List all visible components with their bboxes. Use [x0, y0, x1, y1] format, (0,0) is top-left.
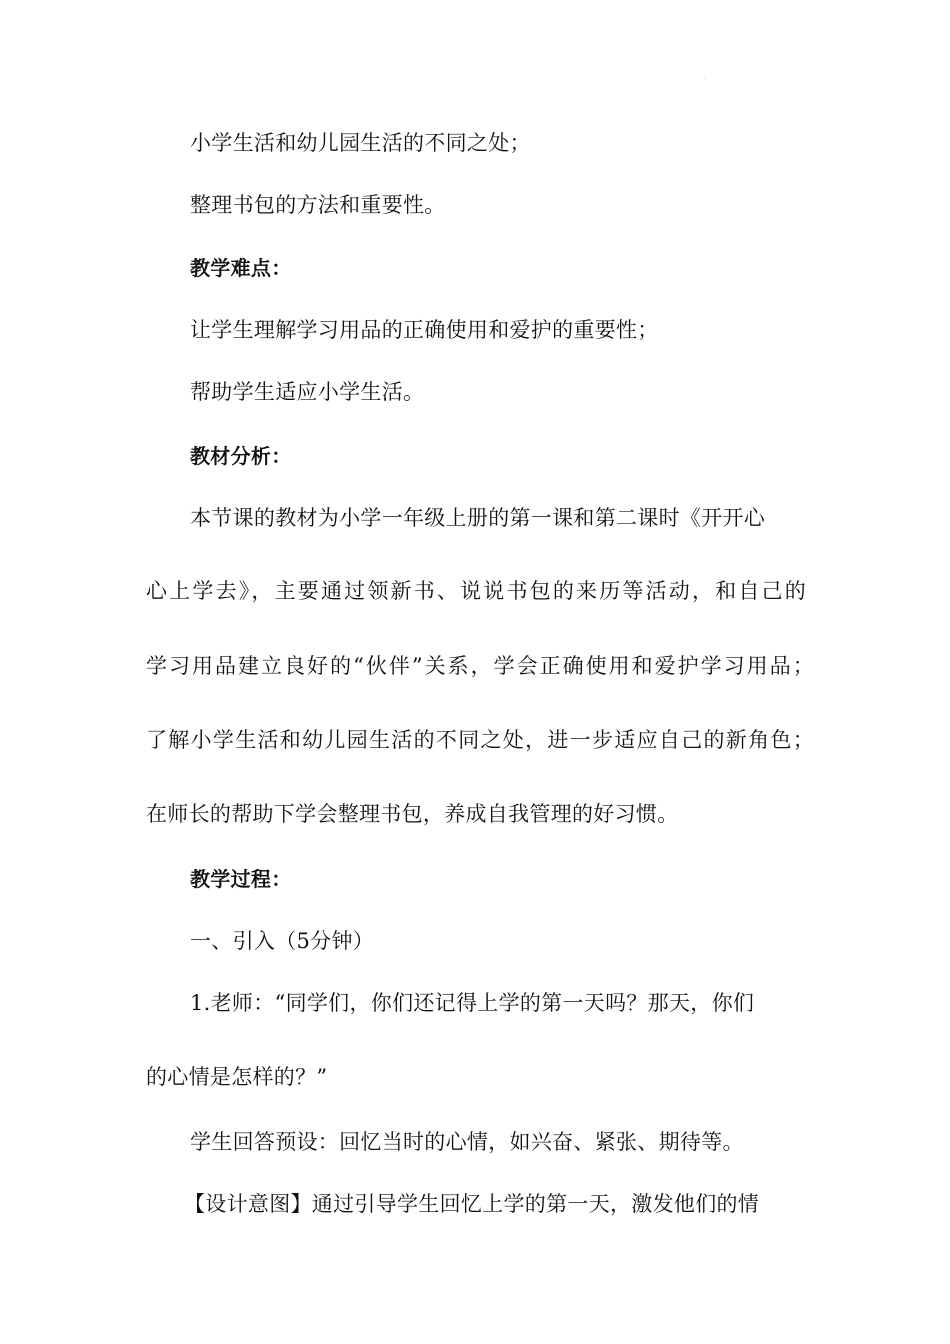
analysis-line-5: 在师长的帮助下学会整理书包，养成自我管理的好习惯。 [146, 802, 679, 826]
analysis-line-4: 了解小学生活和幼儿园生活的不同之处，进一步适应自己的新角色； [146, 728, 814, 752]
analysis-line-3: 学习用品建立良好的“伙伴”关系，学会正确使用和爱护学习用品； [146, 654, 814, 678]
difficulties-heading: 教学难点： [190, 256, 292, 280]
difficulty-1: 让学生理解学习用品的正确使用和爱护的重要性； [190, 318, 659, 342]
corner-mark: · [703, 74, 706, 83]
design-intent: 【设计意图】通过引导学生回忆上学的第一天，激发他们的情 [184, 1192, 760, 1216]
student-answer: 学生回答预设：回忆当时的心情，如兴奋、紧张、期待等。 [190, 1130, 744, 1154]
analysis-heading: 教材分析： [190, 444, 292, 468]
section-title-intro: 一、引入（5分钟） [190, 929, 375, 953]
teacher-line-1: 1.老师：“同学们，你们还记得上学的第一天吗？那天，你们 [190, 991, 755, 1015]
analysis-line-2: 心上学去》，主要通过领新书、说说书包的来历等活动，和自己的 [146, 579, 806, 603]
key-point-2: 整理书包的方法和重要性。 [190, 193, 446, 217]
difficulty-2: 帮助学生适应小学生活。 [190, 380, 425, 404]
teacher-line-2: 的心情是怎样的？” [146, 1065, 328, 1089]
process-heading: 教学过程： [190, 867, 292, 891]
key-point-1: 小学生活和幼儿园生活的不同之处； [190, 131, 531, 155]
analysis-line-1: 本节课的教材为小学一年级上册的第一课和第二课时《开开心 [190, 506, 766, 530]
